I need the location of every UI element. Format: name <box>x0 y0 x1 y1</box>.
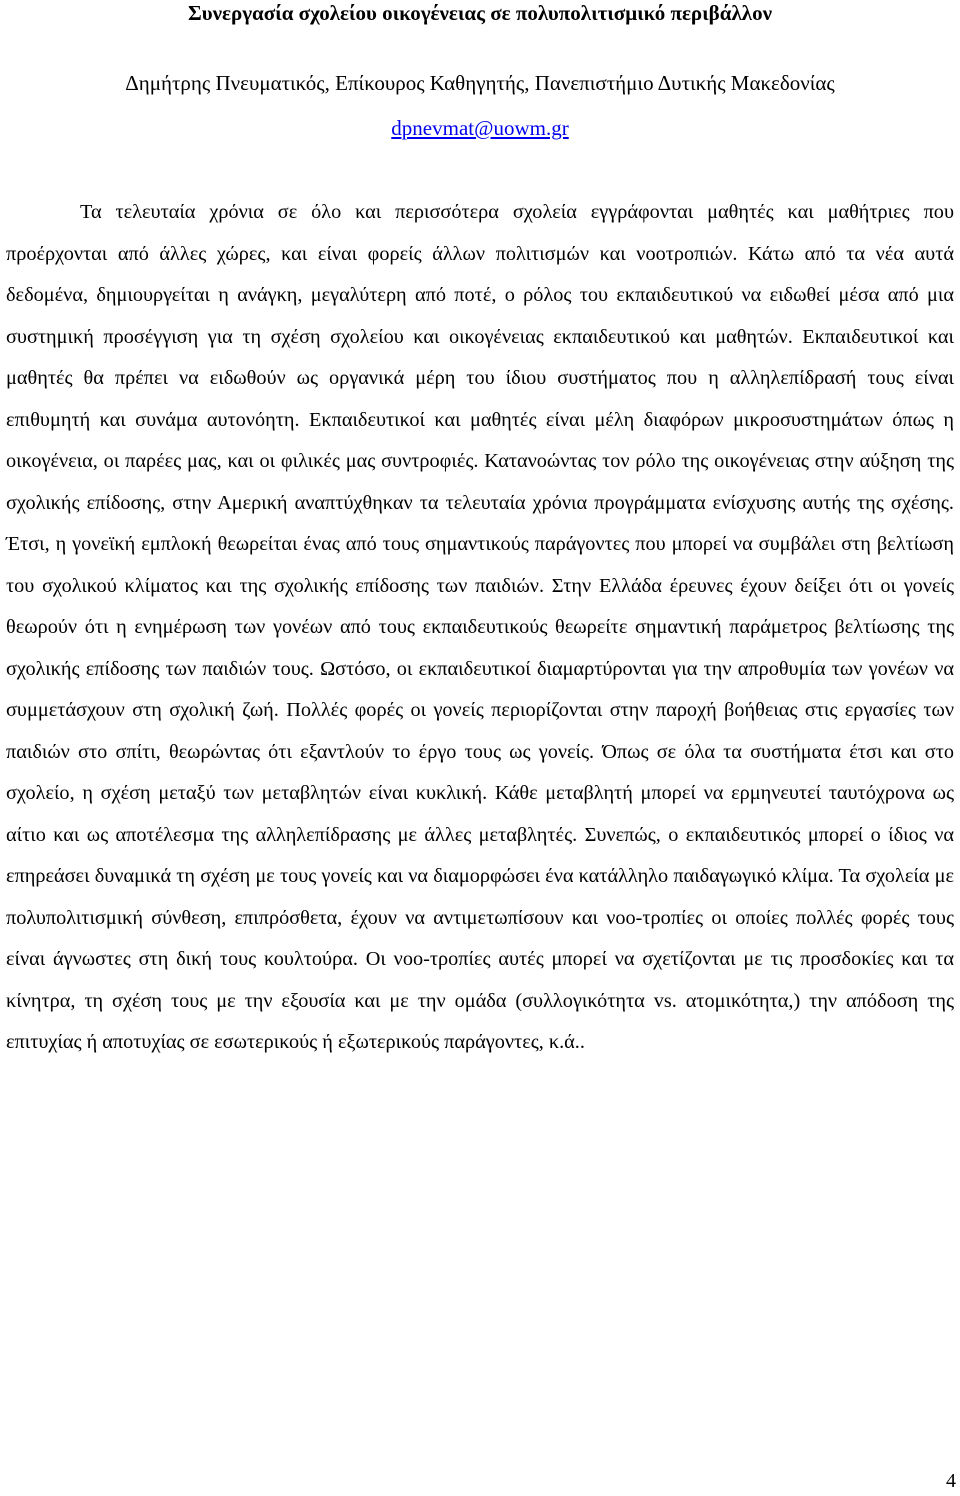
body-paragraph: Τα τελευταία χρόνια σε όλο και περισσότερα σχολεία εγγράφονται μαθητές και μαθήτριες που προέρχονται από άλλες χώρες, και είναι φορείς άλλων πολιτισμών και νοοτροπιών. Κάτω από τα νέα αυτά δεδομένα, δημιουργείται η ανάγκη, μεγαλύτερη από ποτέ, ο ρόλος του εκπαιδευτικού να ειδωθεί μέσα από μια συστημική προσέγγιση για τη σχέση σχολείου και οικογένειας εκπαιδευτικού και μαθητών. Εκπαιδευτικοί και μαθητές θα πρέπει να ειδωθούν ως οργανικά μέρη του ίδιου συστήματος που η αλληλεπίδρασή τους είναι επιθυμητή και συνάμα αυτονόητη. Εκπαιδευτικοί και μαθητές είναι μέλη διαφόρων μικροσυστημάτων όπως η οικογένεια, οι παρέες μας, και οι φιλικές μας συντροφιές. Κατανοώντας τον ρόλο της οικογένειας στην αύξηση της σχολικής επίδοσης, στην Αμερική αναπτύχθηκαν τα τελευταία χρόνια προγράμματα ενίσχυσης αυτής της σχέσης. Έτσι, η γονεϊκή εμπλοκή θεωρείται ένας από τους σημαντικούς παράγοντες που μπορεί να συμβάλει στη βελτίωση του σχολικού κλίματος και της σχολικής επίδοσης των παιδιών. Στην Ελλάδα έρευνες έχουν δείξει ότι οι γονείς θεωρούν ότι η ενημέρωση των γονέων από τους εκπαιδευτικούς θεωρείτε σημαντική παράμετρος βελτίωσης της σχολικής επίδοσης των παιδιών τους. Ωστόσο, οι εκπαιδευτικοί διαμαρτύρονται για την απροθυμία των γονέων να συμμετάσχουν στη σχολική ζωή. Πολλές φορές οι γονείς περιορίζονται στην παροχή βοήθειας στις εργασίες των παιδιών στο σπίτι, θεωρώντας ότι εξαντλούν το έργο τους ως γονείς. Όπως σε όλα τα συστήματα έτσι και στο σχολείο, η σχέση μεταξύ των μεταβλητών είναι κυκλική. Κάθε μεταβλητή μπορεί να ερμηνευτεί ταυτόχρονα ως αίτιο και ως αποτέλεσμα της αλληλεπίδρασης με άλλες μεταβλητές. Συνεπώς, ο εκπαιδευτικός μπορεί ο ίδιος να επηρεάσει δυναμικά τη σχέση με τους γονείς και να διαμορφώσει ένα κατάλληλο παιδαγωγικό κλίμα. Τα σχολεία με πολυπολιτισμική σύνθεση, επιπρόσθετα, έχουν να αντιμετωπίσουν και νοο-τροπίες οι οποίες πολλές φορές τους είναι άγνωστες στη δική τους κουλτούρα. Οι νοο-τροπίες αυτές μπορεί να σχετίζονται με τις προσδοκίες και τα κίνητρα, τη σχέση τους με την εξουσία και με την ομάδα (συλλογικότητα vs. ατομικότητα,) την απόδοση της επιτυχίας ή αποτυχίας σε εσωτερικούς ή εξωτερικούς παράγοντες, κ.ά.. <box>6 201 954 1053</box>
document-title: Συνεργασία σχολείου οικογένειας σε πολυπολιτισμικό περιβάλλον <box>188 1 772 25</box>
author-email <box>0 115 960 141</box>
email-link[interactable]: dpnevmat@uowm.gr <box>391 116 569 140</box>
author-line: Δημήτρης Πνευματικός, Επίκουρος Καθηγητής, Πανεπιστήμιο Δυτικής Μακεδονίας <box>125 71 835 95</box>
page-number: 4 <box>946 1470 956 1492</box>
